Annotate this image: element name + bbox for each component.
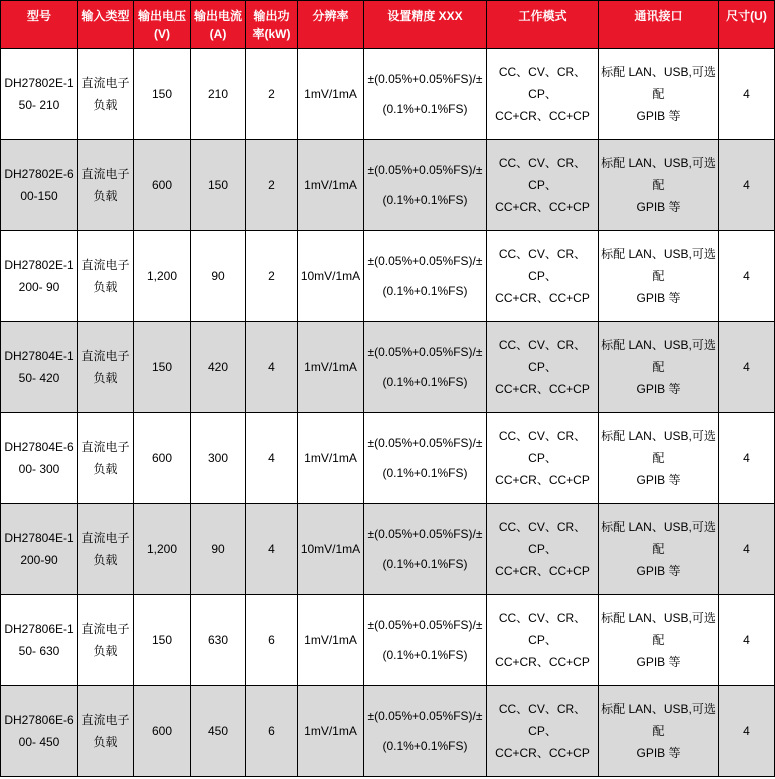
accuracy-line-1: ±(0.05%+0.05%FS)/± — [367, 163, 483, 177]
mode-line-2: CC+CR、CC+CP — [495, 382, 590, 396]
cell-input-type: 直流电子负载 — [78, 322, 134, 413]
cell-size: 4 — [719, 322, 775, 413]
cell-size: 4 — [719, 231, 775, 322]
mode-line-1: CC、CV、CR、CP、 — [498, 65, 587, 101]
cell-power: 2 — [246, 140, 298, 231]
cell-current: 90 — [191, 231, 246, 322]
interface-line-2: GPIB 等 — [636, 109, 681, 123]
header-model: 型号 — [1, 1, 78, 49]
mode-line-1: CC、CV、CR、CP、 — [498, 611, 587, 647]
cell-power: 2 — [246, 231, 298, 322]
accuracy-line-1: ±(0.05%+0.05%FS)/± — [367, 72, 483, 86]
cell-mode — [487, 413, 599, 504]
accuracy-line-2: (0.1%+0.1%FS) — [382, 375, 468, 389]
accuracy-line-1: ±(0.05%+0.05%FS)/± — [367, 527, 483, 541]
cell-interface — [599, 686, 719, 777]
accuracy-line-2: (0.1%+0.1%FS) — [382, 648, 468, 662]
cell-model: DH27802E-1200- 90 — [1, 231, 78, 322]
mode-line-2: CC+CR、CC+CP — [495, 655, 590, 669]
accuracy-line-2: (0.1%+0.1%FS) — [382, 193, 468, 207]
cell-current: 420 — [191, 322, 246, 413]
cell-current: 300 — [191, 413, 246, 504]
mode-line-1: CC、CV、CR、CP、 — [498, 156, 587, 192]
header-accuracy: 设置精度 XXX — [364, 1, 487, 49]
cell-model: DH27802E-600-150 — [1, 140, 78, 231]
cell-model: DH27806E-150- 630 — [1, 595, 78, 686]
interface-line-1: 标配 LAN、USB,可选配 — [601, 65, 716, 101]
cell-input-type: 直流电子负载 — [78, 49, 134, 140]
accuracy-line-2: (0.1%+0.1%FS) — [382, 739, 468, 753]
cell-voltage: 600 — [134, 413, 191, 504]
cell-interface — [599, 413, 719, 504]
cell-resolution: 1mV/1mA — [298, 413, 364, 504]
mode-line-1: CC、CV、CR、CP、 — [498, 702, 587, 738]
table-row — [1, 140, 775, 231]
cell-size: 4 — [719, 686, 775, 777]
cell-voltage: 600 — [134, 140, 191, 231]
cell-size: 4 — [719, 413, 775, 504]
cell-accuracy — [364, 504, 487, 595]
interface-line-1: 标配 LAN、USB,可选配 — [601, 429, 716, 465]
accuracy-line-2: (0.1%+0.1%FS) — [382, 466, 468, 480]
cell-input-type: 直流电子负载 — [78, 686, 134, 777]
cell-input-type: 直流电子负载 — [78, 231, 134, 322]
cell-interface — [599, 322, 719, 413]
header-current: 输出电流(A) — [191, 1, 246, 49]
header-power: 输出功率(kW) — [246, 1, 298, 49]
header-mode: 工作模式 — [487, 1, 599, 49]
cell-accuracy — [364, 49, 487, 140]
cell-mode — [487, 595, 599, 686]
cell-voltage: 150 — [134, 322, 191, 413]
interface-line-1: 标配 LAN、USB,可选配 — [601, 702, 716, 738]
cell-accuracy — [364, 140, 487, 231]
table-row — [1, 231, 775, 322]
mode-line-1: CC、CV、CR、CP、 — [498, 247, 587, 283]
cell-model: DH27806E-600- 450 — [1, 686, 78, 777]
cell-resolution: 1mV/1mA — [298, 49, 364, 140]
cell-power: 6 — [246, 595, 298, 686]
accuracy-line-1: ±(0.05%+0.05%FS)/± — [367, 254, 483, 268]
table-row — [1, 686, 775, 777]
cell-size: 4 — [719, 140, 775, 231]
cell-current: 90 — [191, 504, 246, 595]
table-row — [1, 595, 775, 686]
cell-size: 4 — [719, 504, 775, 595]
cell-interface — [599, 504, 719, 595]
interface-line-1: 标配 LAN、USB,可选配 — [601, 247, 716, 283]
header-size: 尺寸(U) — [719, 1, 775, 49]
header-resolution: 分辨率 — [298, 1, 364, 49]
header-voltage: 输出电压(V) — [134, 1, 191, 49]
accuracy-line-1: ±(0.05%+0.05%FS)/± — [367, 618, 483, 632]
interface-line-2: GPIB 等 — [636, 382, 681, 396]
cell-voltage: 1,200 — [134, 231, 191, 322]
cell-size: 4 — [719, 595, 775, 686]
cell-current: 210 — [191, 49, 246, 140]
cell-interface — [599, 140, 719, 231]
cell-resolution: 1mV/1mA — [298, 140, 364, 231]
cell-resolution: 1mV/1mA — [298, 686, 364, 777]
mode-line-2: CC+CR、CC+CP — [495, 746, 590, 760]
cell-mode — [487, 504, 599, 595]
mode-line-2: CC+CR、CC+CP — [495, 109, 590, 123]
cell-input-type: 直流电子负载 — [78, 504, 134, 595]
header-input-type: 输入类型 — [78, 1, 134, 49]
cell-accuracy — [364, 231, 487, 322]
header-row — [1, 1, 775, 49]
interface-line-1: 标配 LAN、USB,可选配 — [601, 520, 716, 556]
mode-line-1: CC、CV、CR、CP、 — [498, 338, 587, 374]
cell-mode — [487, 140, 599, 231]
accuracy-line-1: ±(0.05%+0.05%FS)/± — [367, 436, 483, 450]
interface-line-2: GPIB 等 — [636, 473, 681, 487]
table-row — [1, 49, 775, 140]
cell-current: 150 — [191, 140, 246, 231]
cell-current: 450 — [191, 686, 246, 777]
interface-line-2: GPIB 等 — [636, 200, 681, 214]
cell-mode — [487, 686, 599, 777]
cell-power: 4 — [246, 504, 298, 595]
cell-mode — [487, 231, 599, 322]
cell-voltage: 150 — [134, 595, 191, 686]
cell-interface — [599, 595, 719, 686]
cell-power: 4 — [246, 413, 298, 504]
interface-line-2: GPIB 等 — [636, 655, 681, 669]
interface-line-2: GPIB 等 — [636, 746, 681, 760]
cell-input-type: 直流电子负载 — [78, 413, 134, 504]
interface-line-2: GPIB 等 — [636, 564, 681, 578]
cell-model: DH27804E-150- 420 — [1, 322, 78, 413]
mode-line-1: CC、CV、CR、CP、 — [498, 429, 587, 465]
cell-voltage: 150 — [134, 49, 191, 140]
interface-line-2: GPIB 等 — [636, 291, 681, 305]
cell-accuracy — [364, 686, 487, 777]
cell-interface — [599, 49, 719, 140]
accuracy-line-2: (0.1%+0.1%FS) — [382, 284, 468, 298]
cell-input-type: 直流电子负载 — [78, 140, 134, 231]
cell-mode — [487, 49, 599, 140]
interface-line-1: 标配 LAN、USB,可选配 — [601, 156, 716, 192]
cell-accuracy — [364, 595, 487, 686]
accuracy-line-2: (0.1%+0.1%FS) — [382, 102, 468, 116]
cell-accuracy — [364, 322, 487, 413]
table-row — [1, 413, 775, 504]
cell-power: 6 — [246, 686, 298, 777]
cell-current: 630 — [191, 595, 246, 686]
interface-line-1: 标配 LAN、USB,可选配 — [601, 338, 716, 374]
cell-resolution: 1mV/1mA — [298, 595, 364, 686]
accuracy-line-1: ±(0.05%+0.05%FS)/± — [367, 345, 483, 359]
cell-resolution: 1mV/1mA — [298, 322, 364, 413]
table-row — [1, 504, 775, 595]
cell-model: DH27802E-150- 210 — [1, 49, 78, 140]
cell-interface — [599, 231, 719, 322]
mode-line-2: CC+CR、CC+CP — [495, 473, 590, 487]
interface-line-1: 标配 LAN、USB,可选配 — [601, 611, 716, 647]
mode-line-2: CC+CR、CC+CP — [495, 564, 590, 578]
cell-voltage: 1,200 — [134, 504, 191, 595]
cell-size: 4 — [719, 49, 775, 140]
mode-line-2: CC+CR、CC+CP — [495, 200, 590, 214]
table-row — [1, 322, 775, 413]
cell-model: DH27804E-600- 300 — [1, 413, 78, 504]
cell-resolution: 10mV/1mA — [298, 231, 364, 322]
cell-power: 2 — [246, 49, 298, 140]
mode-line-1: CC、CV、CR、CP、 — [498, 520, 587, 556]
accuracy-line-2: (0.1%+0.1%FS) — [382, 557, 468, 571]
cell-resolution: 10mV/1mA — [298, 504, 364, 595]
header-interface: 通讯接口 — [599, 1, 719, 49]
accuracy-line-1: ±(0.05%+0.05%FS)/± — [367, 709, 483, 723]
cell-accuracy — [364, 413, 487, 504]
cell-voltage: 600 — [134, 686, 191, 777]
cell-power: 4 — [246, 322, 298, 413]
cell-input-type: 直流电子负载 — [78, 595, 134, 686]
cell-mode — [487, 322, 599, 413]
mode-line-2: CC+CR、CC+CP — [495, 291, 590, 305]
cell-model: DH27804E-1200-90 — [1, 504, 78, 595]
